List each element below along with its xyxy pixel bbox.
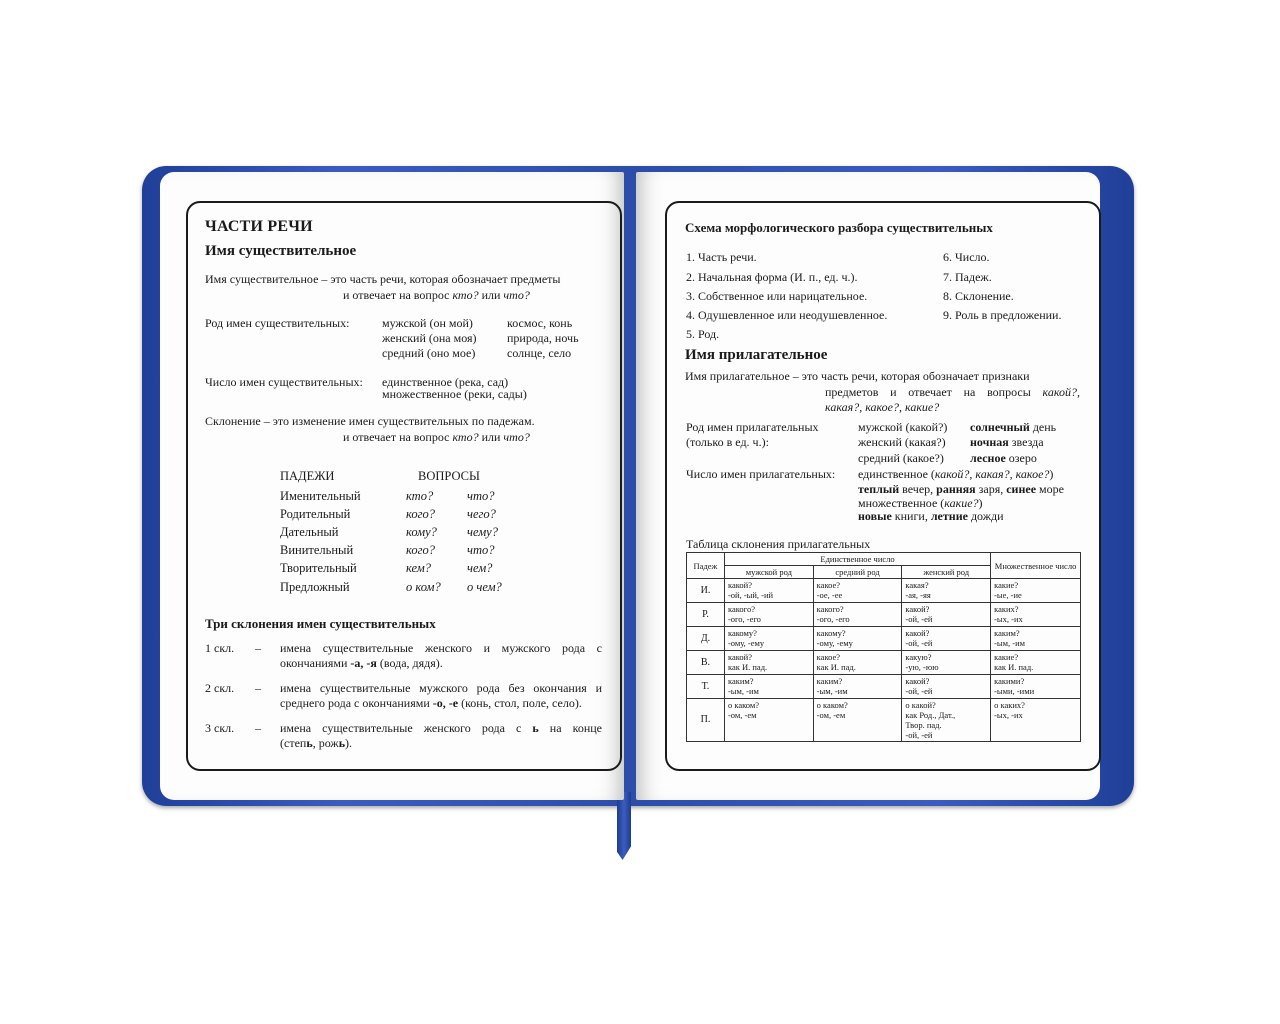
table-row xyxy=(687,579,1081,603)
case-question: чем? xyxy=(467,561,493,575)
plural-header-cell: Множественное число xyxy=(991,553,1081,579)
noun-number-type: множественное (реки, сады) xyxy=(382,387,527,401)
declension-definition-line1: Склонение – это изменение имен существительных по падежам. xyxy=(205,414,535,428)
case-question: кого? xyxy=(406,507,435,521)
case-name: Дательный xyxy=(280,525,339,539)
case-cell: П. xyxy=(687,699,725,742)
case-header-cell: Падеж xyxy=(687,553,725,579)
table-cell: какими? -ыми, -ими xyxy=(991,675,1081,699)
adj-number-label: Число имен прилагательных: xyxy=(686,467,836,481)
noun-gender-label: Род имен существительных: xyxy=(205,316,350,330)
scheme-step: 7. Падеж. xyxy=(943,270,992,284)
case-question: кого? xyxy=(406,543,435,557)
case-name: Винительный xyxy=(280,543,354,557)
noun-number-label: Число имен существительных: xyxy=(205,375,363,389)
case-question: чего? xyxy=(467,507,496,521)
table-cell: каким? -ым, -им xyxy=(991,627,1081,651)
declension-label: 1 скл. xyxy=(205,641,235,655)
table-cell: какое? -ое, -ее xyxy=(813,579,902,603)
case-cell: Т. xyxy=(687,675,725,699)
table-cell: какой? -ой, -ый, -ий xyxy=(724,579,813,603)
scheme-step: 4. Одушевленное или неодушевленное. xyxy=(686,308,888,322)
declension-label: 2 скл. xyxy=(205,681,235,695)
scheme-step: 2. Начальная форма (И. п., ед. ч.). xyxy=(686,270,858,284)
case-cell: И. xyxy=(687,579,725,603)
scheme-step: 5. Род. xyxy=(686,327,720,341)
scheme-title: Схема морфологического разбора существительных xyxy=(685,220,993,235)
scheme-step: 1. Часть речи. xyxy=(686,250,757,264)
noun-gender-type: средний (оно мое) xyxy=(382,346,476,360)
adj-gender-label: (только в ед. ч.): xyxy=(686,435,769,449)
table-cell: какая? -ая, -яя xyxy=(902,579,991,603)
singular-header-cell: Единственное число xyxy=(724,553,990,566)
noun-gender-example: природа, ночь xyxy=(507,331,579,345)
adj-gender-type: средний (какое?) xyxy=(858,451,944,465)
table-cell: какому? -ому, -ему xyxy=(724,627,813,651)
table-cell: какого? -ого, -его xyxy=(724,603,813,627)
case-cell: Р. xyxy=(687,603,725,627)
case-cell: В. xyxy=(687,651,725,675)
table-cell: о каком? -ом, -ем xyxy=(724,699,813,742)
table-row xyxy=(687,651,1081,675)
table-cell: какой? -ой, -ей xyxy=(902,627,991,651)
scheme-step: 3. Собственное или нарицательное. xyxy=(686,289,868,303)
noun-gender-type: мужской (он мой) xyxy=(382,316,473,330)
cases-header: ПАДЕЖИ xyxy=(280,469,335,483)
noun-gender-example: солнце, село xyxy=(507,346,572,360)
scheme-step: 9. Роль в предложении. xyxy=(943,308,1062,322)
noun-definition-line1: Имя существительное – это часть речи, которая обозначает предметы xyxy=(205,272,561,286)
table-cell: каких? -ых, -их xyxy=(991,603,1081,627)
adj-number-line: новые книги, летние дожди xyxy=(858,509,1004,523)
case-question: кто? xyxy=(406,489,434,503)
case-question: о чем? xyxy=(467,580,502,594)
table-cell: какого? -ого, -его xyxy=(813,603,902,627)
declension-dash: – xyxy=(255,641,261,655)
table-cell: какие? -ые, -ие xyxy=(991,579,1081,603)
case-question: что? xyxy=(467,543,495,557)
adj-gender-example: солнечный день xyxy=(970,420,1057,434)
bookmark-ribbon xyxy=(617,792,631,860)
adj-number-line: единственное (какой?, какая?, какое?) xyxy=(858,467,1054,481)
noun-definition-line2: и отвечает на вопрос кто? или что? xyxy=(343,288,530,302)
declension-text: имена существительные женского рода с ь на конце xyxy=(280,721,603,735)
case-question: кем? xyxy=(406,561,431,575)
table-cell: какому? -ому, -ему xyxy=(813,627,902,651)
adj-number-line: теплый вечер, ранняя заря, синее море xyxy=(858,482,1064,496)
table-cell: какое? как И. пад. xyxy=(813,651,902,675)
adj-gender-example: лесное озеро xyxy=(970,451,1037,465)
declension-label: 3 скл. xyxy=(205,721,235,735)
table-row xyxy=(687,675,1081,699)
table-title: Таблица склонения прилагательных xyxy=(686,537,871,551)
neuter-header-cell: средний род xyxy=(813,566,902,579)
case-question: что? xyxy=(467,489,495,503)
table-cell: о какой? как Род., Дат., Твор. пад. -ой, -ей xyxy=(902,699,991,742)
noun-gender-example: космос, конь xyxy=(507,316,573,330)
section-title-noun: Имя существительное xyxy=(205,243,357,259)
noun-number-type: единственное (река, сад) xyxy=(382,375,509,389)
feminine-header-cell: женский род xyxy=(902,566,991,579)
declension-text: (степь, рожь). xyxy=(280,736,353,750)
table-cell: какой? -ой, -ей xyxy=(902,675,991,699)
adjective-definition-line1: Имя прилагательное – это часть речи, которая обозначает признаки xyxy=(685,369,1030,383)
table-cell: о каких? -ых, -их xyxy=(991,699,1081,742)
section-title-adjective: Имя прилагательное xyxy=(685,347,828,363)
adj-gender-type: женский (какая?) xyxy=(858,435,946,449)
case-cell: Д. xyxy=(687,627,725,651)
adj-gender-label: Род имен прилагательных xyxy=(686,420,819,434)
declension-text: среднего рода с окончаниями -о, -е (конь, стол, поле, село). xyxy=(280,696,582,710)
table-row xyxy=(687,627,1081,651)
case-name: Предложный xyxy=(280,580,350,594)
table-header-row xyxy=(687,553,1081,566)
table-cell: каким? -ым, -им xyxy=(724,675,813,699)
page-title: ЧАСТИ РЕЧИ xyxy=(205,218,313,235)
table-cell: каким? -ым, -им xyxy=(813,675,902,699)
table-cell: какой? как И. пад. xyxy=(724,651,813,675)
noun-gender-type: женский (она моя) xyxy=(382,331,477,345)
declension-dash: – xyxy=(255,721,261,735)
declension-text: окончаниями -а, -я (вода, дядя). xyxy=(280,656,443,670)
adjective-definition-line3: какая?, какое?, какие? xyxy=(825,400,940,414)
adjective-declension-table xyxy=(686,552,1081,742)
case-question: о ком? xyxy=(406,580,441,594)
adj-number-line: множественное (какие?) xyxy=(858,496,983,510)
table-cell: о каком? -ом, -ем xyxy=(813,699,902,742)
scheme-step: 8. Склонение. xyxy=(943,289,1014,303)
table-cell: какой? -ой, -ей xyxy=(902,603,991,627)
table-cell: какие? как И. пад. xyxy=(991,651,1081,675)
case-name: Родительный xyxy=(280,507,351,521)
case-name: Творительный xyxy=(280,561,357,575)
case-question: кому? xyxy=(406,525,437,539)
declension-text: имена существительные мужского рода без окончания и xyxy=(280,681,602,695)
declension-text: имена существительные женского и мужского рода с xyxy=(280,641,602,655)
declension-definition-line2: и отвечает на вопрос кто? или что? xyxy=(343,430,530,444)
case-name: Именительный xyxy=(280,489,361,503)
three-declensions-title: Три склонения имен существительных xyxy=(205,616,436,631)
questions-header: ВОПРОСЫ xyxy=(418,469,480,483)
adj-gender-example: ночная звезда xyxy=(970,435,1044,449)
table-row xyxy=(687,699,1081,742)
declension-dash: – xyxy=(255,681,261,695)
adj-gender-type: мужской (какой?) xyxy=(858,420,948,434)
table-cell: какую? -ую, -юю xyxy=(902,651,991,675)
masculine-header-cell: мужской род xyxy=(724,566,813,579)
scheme-step: 6. Число. xyxy=(943,250,990,264)
case-question: чему? xyxy=(467,525,498,539)
table-row xyxy=(687,603,1081,627)
adjective-definition-line2: предметов и отвечает на вопросы какой?, xyxy=(825,385,1080,399)
